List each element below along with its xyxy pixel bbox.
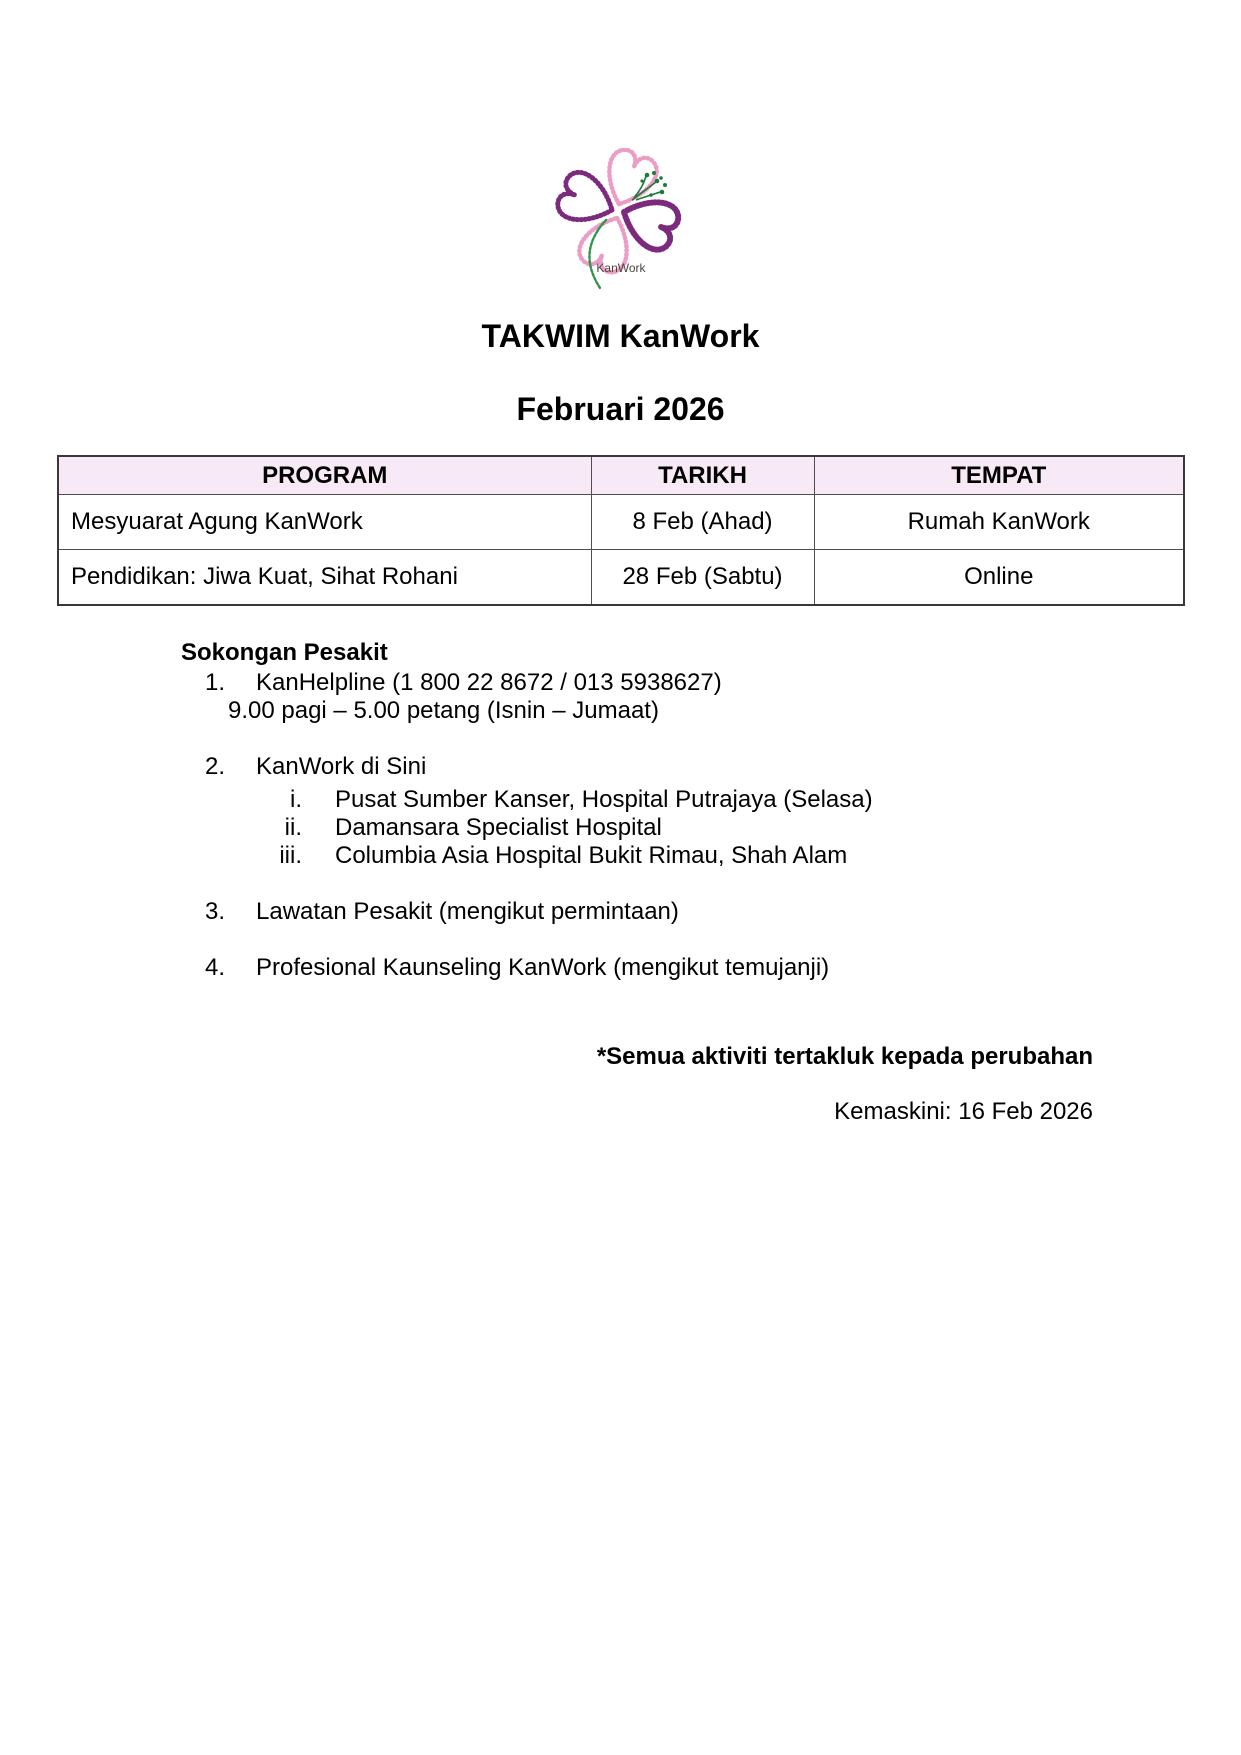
sub-item-text: Columbia Asia Hospital Bukit Rimau, Shah Alam: [335, 842, 848, 869]
list-item-text: KanHelpline (1 800 22 8672 / 013 5938627): [256, 669, 722, 696]
sub-item-text: Damansara Specialist Hospital: [335, 814, 662, 841]
footnote: *Semua aktiviti tertakluk kepada perubahan: [596, 1043, 1093, 1070]
cell-tempat: Online: [814, 550, 1184, 606]
sub-list-item: [181, 786, 1241, 814]
flower-logo-icon: [516, 148, 726, 298]
sub-item-text: Pusat Sumber Kanser, Hospital Putrajaya (Selasa): [335, 786, 873, 813]
cell-tempat: Rumah KanWork: [814, 495, 1184, 550]
sub-item-number: i.: [290, 786, 302, 813]
list-item-number: 4.: [205, 954, 226, 981]
list-item: [181, 669, 1241, 697]
header-tarikh: TARIKH: [591, 456, 814, 495]
logo-wordmark: KanWork: [595, 261, 646, 275]
program-table: [57, 455, 1185, 606]
cell-program: Pendidikan: Jiwa Kuat, Sihat Rohani: [58, 550, 591, 606]
support-section: [181, 639, 1241, 982]
list-item: [181, 898, 1241, 926]
section-heading: Sokongan Pesakit: [181, 639, 388, 666]
last-updated: Kemaskini: 16 Feb 2026: [834, 1098, 1093, 1125]
table-header-row: [58, 456, 1184, 495]
kanwork-logo: [0, 148, 1241, 298]
page-title: TAKWIM KanWork: [481, 318, 760, 354]
page-subtitle: Februari 2026: [516, 391, 725, 427]
list-item-text: KanWork di Sini: [256, 753, 427, 780]
header-tempat: TEMPAT: [814, 456, 1184, 495]
cell-program: Mesyuarat Agung KanWork: [58, 495, 591, 550]
sub-list: [181, 786, 1241, 870]
table-row: [58, 550, 1184, 606]
list-item-text: 9.00 pagi – 5.00 petang (Isnin – Jumaat): [228, 697, 659, 724]
cell-tarikh: 28 Feb (Sabtu): [591, 550, 814, 606]
list-item-number: 3.: [205, 898, 226, 925]
list-item-continuation: [181, 697, 1241, 725]
sub-list-item: [181, 842, 1241, 870]
list-item: [181, 753, 1241, 781]
list-item-number: 2.: [205, 753, 226, 780]
sub-list-item: [181, 814, 1241, 842]
sub-item-number: iii.: [279, 842, 302, 869]
list-item-text: Lawatan Pesakit (mengikut permintaan): [256, 898, 679, 925]
list-item: [181, 954, 1241, 982]
cell-tarikh: 8 Feb (Ahad): [591, 495, 814, 550]
table-row: [58, 495, 1184, 550]
list-item-text: Profesional Kaunseling KanWork (mengikut temujanji): [256, 954, 830, 981]
header-program: PROGRAM: [58, 456, 591, 495]
list-item-number: 1.: [205, 669, 226, 696]
sub-item-number: ii.: [284, 814, 302, 841]
